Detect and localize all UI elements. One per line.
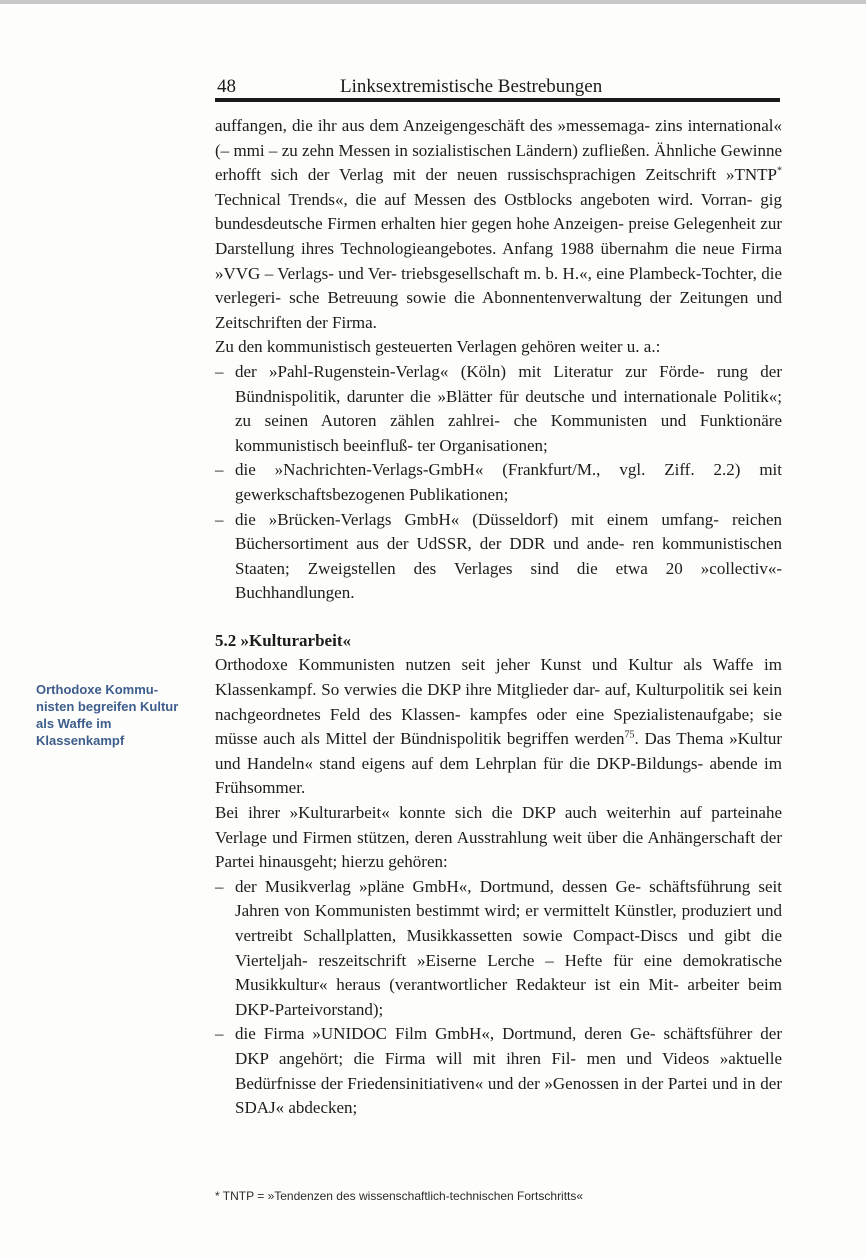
list-dash: – — [215, 460, 224, 480]
running-head: Linksextremistische Bestrebungen — [340, 76, 603, 97]
paragraph-continuation: auffangen, die ihr aus dem Anzeigengeschäft des »messemaga- zins international« (– mmi – zu zehn Messen in sozialistischen Ländern) zufließen. Ähnliche Gewinne erhofft sich der Verlag mit der neuen russischsprachigen Zeitschrift »TNTP* Technical Trends«, die auf Messen des Ostblocks angeboten wird. Vorran- gig bundesdeutsche Firmen erhalten hier gegen hohe Anzeigen- preise Gelegenheit zur Darstellung ihres Technologieangebotes. Anfang 1988 übernahm die neue Firma »VVG – Verlags- und Ver- triebsgesellschaft m. b. H.«, eine Plambeck-Tochter, die verlegeri- sche Betreuung sowie die Abonnentenverwaltung der Zeitungen und Zeitschriften der Firma. — [215, 116, 782, 332]
list-item: – die Firma »UNIDOC Film GmbH«, Dortmund, deren Ge- schäftsführer der DKP angehört; die Firma will mit ihren Fil- men und Videos »aktuelle Bedürfnisse der Friedensinitiativen« und der »Genossen in der Partei und in der SDAJ« abdecken; — [215, 1024, 782, 1118]
list-dash: – — [215, 876, 224, 896]
list-item: – die »Nachrichten-Verlags-GmbH« (Frankfurt/M., vgl. Ziff. 2.2) mit gewerkschaftsbezogenen Publikationen; — [215, 460, 782, 504]
list-item: – die »Brücken-Verlags GmbH« (Düsseldorf) mit einem umfang- reichen Büchersortiment aus der UdSSR, der DDR und ande- ren kommunistischen Staaten; Zweigstellen des Verlages sind die etwa 20 »collectiv«-Buchhandlungen. — [215, 509, 782, 603]
list-dash: – — [215, 361, 224, 381]
paragraph-culture-work: Bei ihrer »Kulturarbeit« konnte sich die DKP auch weiterhin auf parteinahe Verlage und Firmen stützen, deren Ausstrahlung weit über die Anhängerschaft der Partei hinausgeht; hierzu gehören: — [215, 803, 782, 872]
reference-number: 75 — [624, 729, 635, 741]
paragraph-culture: Orthodoxe Kommunisten nutzen seit jeher Kunst und Kultur als Waffe im Klassenkampf. So verwies die DKP ihre Mitglieder dar- auf, Kulturpolitik sei kein nachgeordnetes Feld des Klassen- kampfes oder eine Spezialistenaufgabe; sie müsse auch als Mittel der Bündnispolitik begriffen werden$^{75}$. Das Thema »Kultur und Handeln« stand eigens auf dem Lehrplan für die DKP-Bildungs- abende im Frühsommer. — [215, 655, 783, 798]
culture-firms-list — [215, 875, 782, 1121]
list-item: – der Musikverlag »pläne GmbH«, Dortmund, dessen Ge- schäftsführung seit Jahren von Kommunisten bestimmt wird; er vermittelt Künstler, produziert und vertreibt Schallplatten, Musikkassetten sowie Compact-Discs und gibt die Vierteljah- reszeitschrift »Eiserne Lerche – Hefte für eine demokratische Musikkultur« heraus (verantwortlicher Redakteur ist ein Mit- arbeiter beim DKP-Parteivorstand); — [215, 876, 782, 1019]
list-dash: – — [215, 509, 224, 529]
main-text — [215, 114, 782, 1121]
margin-note: Orthodoxe Kommu- nisten begreifen Kultur als Waffe im Klassenkampf — [36, 682, 179, 748]
list-item: – der »Pahl-Rugenstein-Verlag« (Köln) mit Literatur zur Förde- rung der Bündnispolitik, darunter die »Blätter für deutsche und internationale Politik«; zu seinen Autoren zählen zahlrei- che Kommunisten und Funktionäre kommunistisch beeinfluß- ter Organisationen; — [215, 361, 782, 455]
list-dash: – — [215, 1024, 224, 1044]
footnote: * TNTP = »Tendenzen des wissenschaftlich-technischen Fortschritts« — [215, 1189, 584, 1203]
scan-edge — [0, 0, 866, 4]
footnote-marker: * — [777, 165, 782, 177]
paragraph-publishers-intro: Zu den kommunistisch gesteuerten Verlagen gehören weiter u. a.: — [215, 337, 661, 357]
section-heading: 5.2 »Kulturarbeit« — [215, 630, 351, 650]
publisher-list — [215, 360, 782, 606]
page-number: 48 — [217, 76, 236, 97]
page-header — [215, 76, 780, 102]
